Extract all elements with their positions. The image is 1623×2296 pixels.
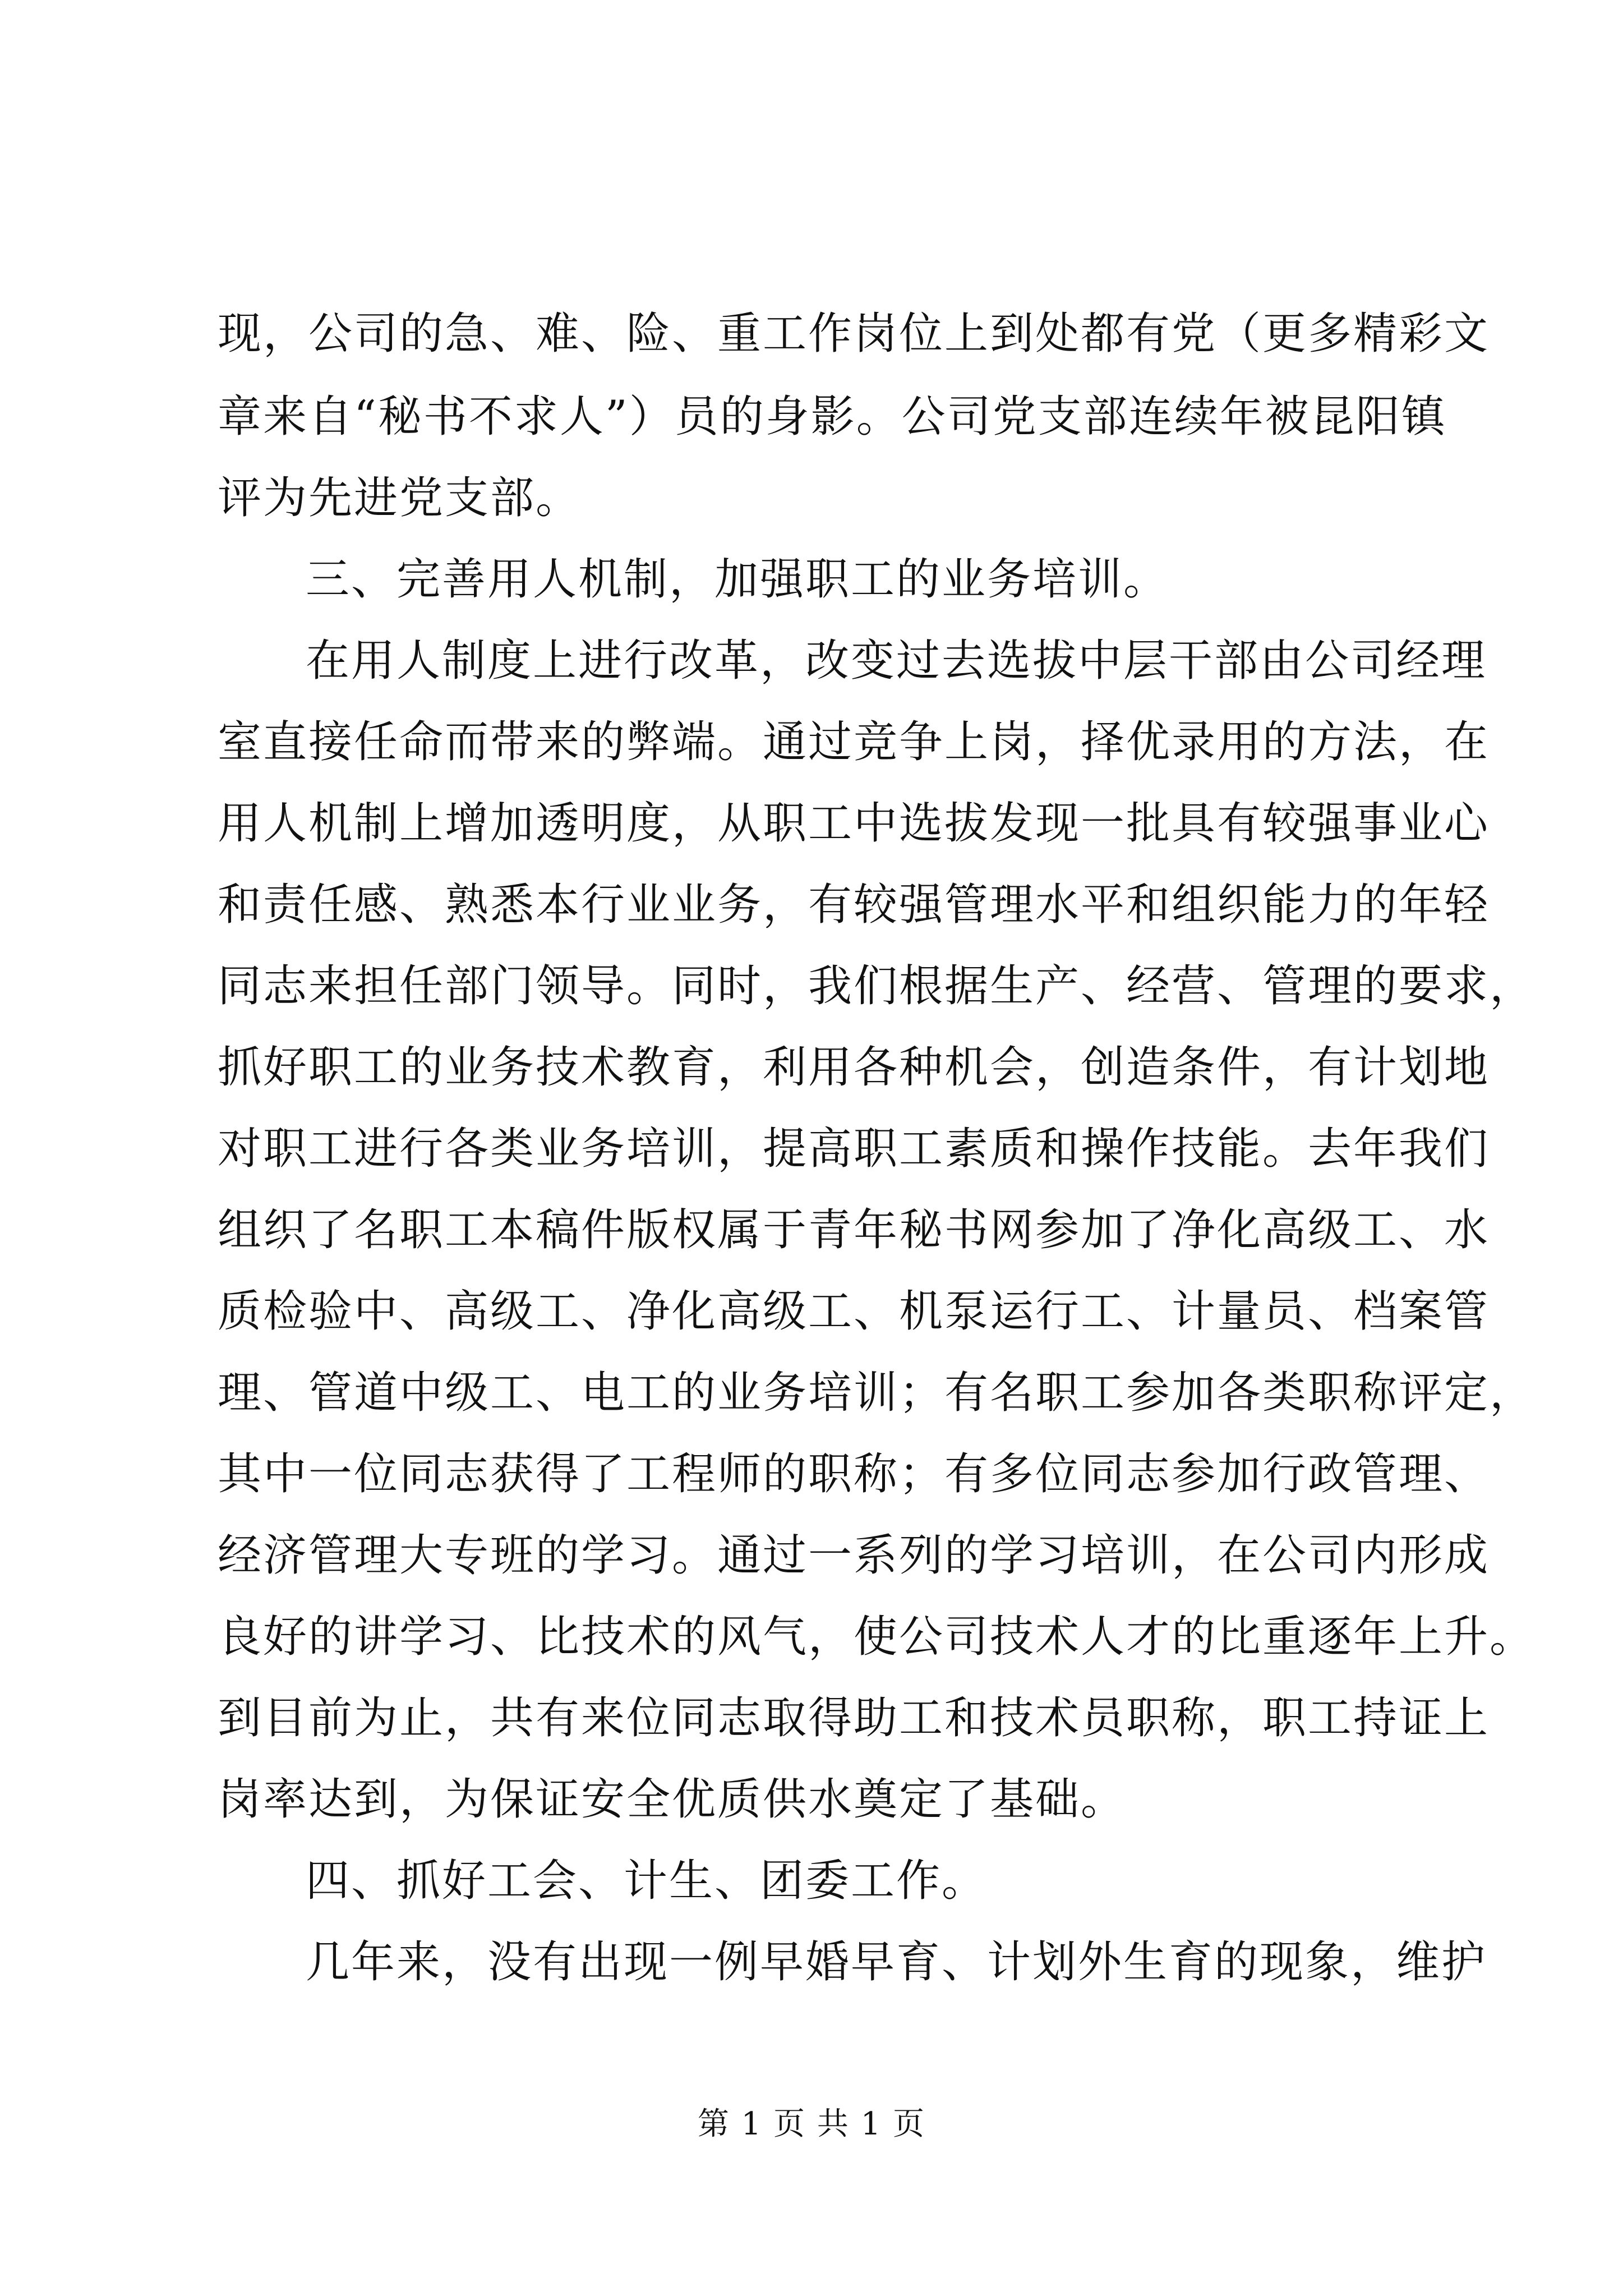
section-heading: 三、完善用人机制，加强职工的业务培训。 xyxy=(306,554,1169,605)
text-line: 几年来，没有出现一例早婚早育、计划外生育的现象，维护 xyxy=(306,1937,1487,1987)
text-line: 良好的讲学习、比技术的风气，使公司技术人才的比重逐年上升。 xyxy=(218,1612,1536,1662)
text-line: 组织了名职工本稿件版权属于青年秘书网参加了净化高级工、水 xyxy=(218,1205,1490,1255)
text-line: 理、管道中级工、电工的业务培训；有名职工参加各类职称评定， xyxy=(218,1368,1536,1418)
text-line: 现，公司的急、难、险、重工作岗位上到处都有党（更多精彩文 xyxy=(218,309,1490,359)
text-line: 章来自“秘书不求人”）员的身影。公司党支部连续年被昆阳镇 xyxy=(218,392,1447,442)
text-line: 到目前为止，共有来位同志取得助工和技术员职称，职工持证上 xyxy=(218,1693,1490,1743)
text-line: 质检验中、高级工、净化高级工、机泵运行工、计量员、档案管 xyxy=(218,1286,1490,1337)
text-line: 用人机制上增加透明度，从职工中选拔发现一批具有较强事业心 xyxy=(218,798,1490,849)
text-line: 和责任感、熟悉本行业业务，有较强管理水平和组织能力的年轻 xyxy=(218,880,1490,930)
section-heading: 四、抓好工会、计生、团委工作。 xyxy=(306,1856,988,1906)
text-line: 在用人制度上进行改革，改变过去选拔中层干部由公司经理 xyxy=(306,636,1487,686)
text-line: 其中一位同志获得了工程师的职称；有多位同志参加行政管理、 xyxy=(218,1449,1490,1499)
text-line: 室直接任命而带来的弊端。通过竞争上岗，择优录用的方法，在 xyxy=(218,717,1490,767)
text-line: 评为先进党支部。 xyxy=(218,473,582,523)
text-line: 抓好职工的业务技术教育，利用各种机会，创造条件，有计划地 xyxy=(218,1042,1490,1093)
text-line: 对职工进行各类业务培训，提高职工素质和操作技能。去年我们 xyxy=(218,1124,1490,1174)
text-line: 同志来担任部门领导。同时，我们根据生产、经营、管理的要求， xyxy=(218,961,1536,1011)
text-line: 岗率达到，为保证安全优质供水奠定了基础。 xyxy=(218,1774,1127,1825)
page-footer: 第 1 页 共 1 页 xyxy=(697,2106,926,2142)
text-line: 经济管理大专班的学习。通过一系列的学习培训，在公司内形成 xyxy=(218,1530,1490,1581)
